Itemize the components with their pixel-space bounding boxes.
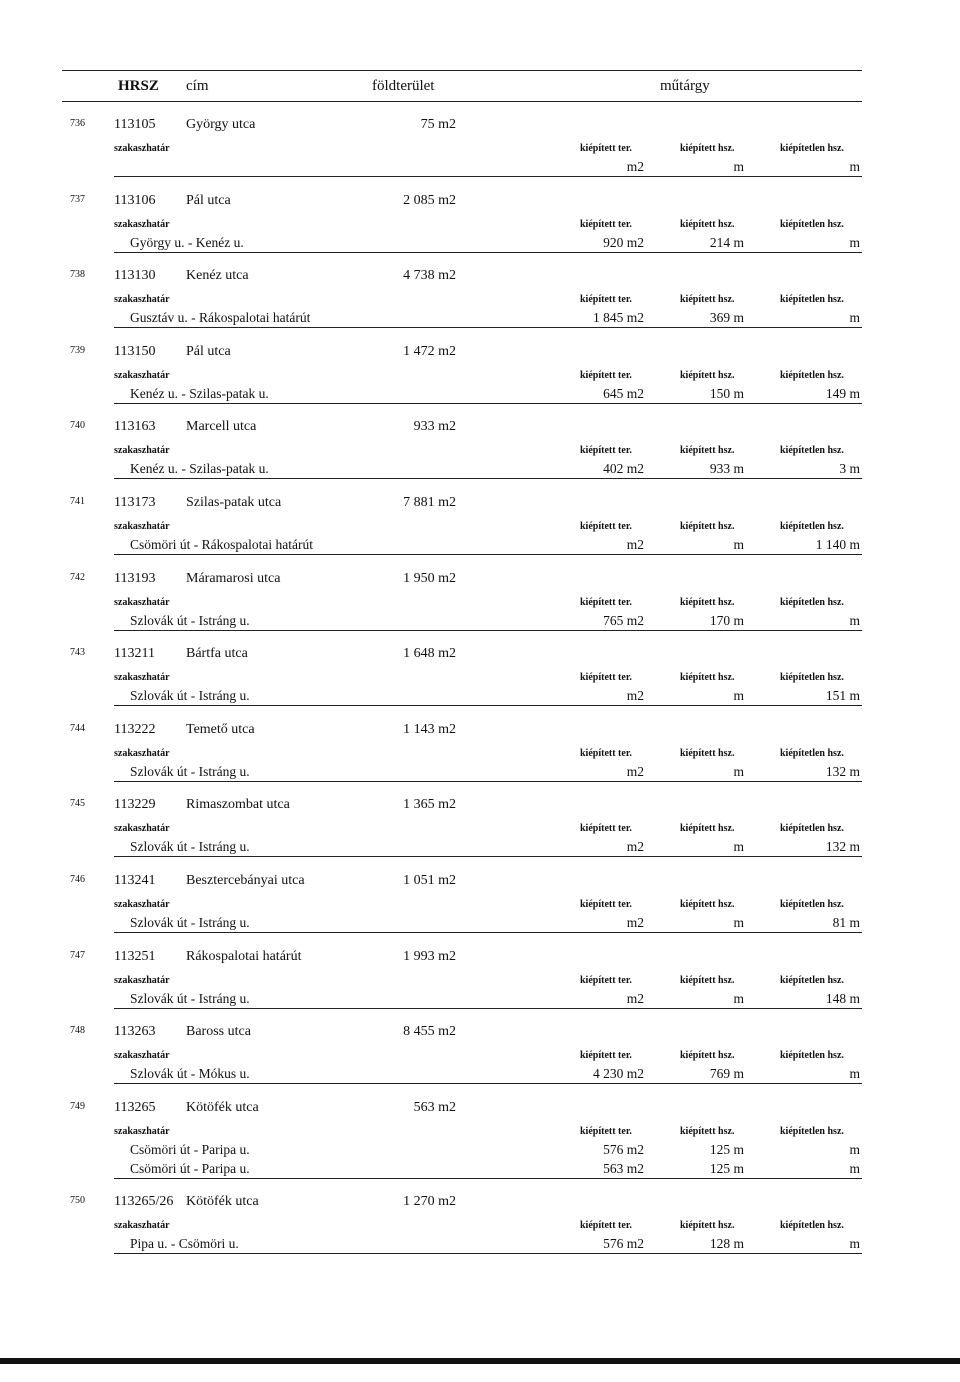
record-area: 2 085 m2 [403, 192, 456, 208]
value-kiepitett-hsz: 214 m [709, 234, 744, 250]
record-street: Pál utca [186, 192, 231, 208]
value-kiepitett-ter: m2 [626, 688, 644, 704]
label-szakaszhatar: szakaszhatár [114, 672, 170, 684]
record-area: 1 270 m2 [403, 1194, 456, 1210]
record-section-range: Szlovák út - Istráng u. [130, 915, 250, 930]
record-number: 747 [70, 949, 85, 961]
record-section-range: Gusztáv u. - Rákospalotai határút [130, 310, 311, 326]
value-kiepitett-hsz: 170 m [709, 612, 744, 628]
record-separator [114, 781, 862, 782]
value-kiepitetlen-hsz: m [849, 1141, 860, 1157]
record-area: 1 648 m2 [403, 646, 456, 662]
record-743 [0, 632, 960, 708]
label-kiepitett-hsz: kiépített hsz. [680, 899, 735, 910]
record-hrsz: 113263 [114, 1024, 156, 1040]
record-748 [0, 1010, 960, 1086]
label-kiepitett-hsz: kiépített hsz. [680, 218, 735, 230]
value-kiepitett-hsz: 125 m [709, 1141, 744, 1157]
header-top-rule [62, 70, 862, 71]
record-street: Máramarosi utca [186, 570, 281, 586]
label-szakaszhatar: szakaszhatár [114, 1220, 170, 1232]
record-area: 4 738 m2 [403, 268, 456, 284]
value-kiepitett-ter: 576 m2 [603, 1141, 644, 1157]
record-hrsz: 113211 [114, 646, 155, 662]
record-section-range: Pipa u. - Csömöri u. [130, 1236, 239, 1252]
value-kiepitett-ter: 402 m2 [603, 461, 644, 477]
label-szakaszhatar: szakaszhatár [114, 143, 170, 154]
label-kiepitett-ter: kiépített ter. [580, 294, 632, 306]
value-kiepitett-hsz: 769 m [709, 1066, 744, 1082]
value-kiepitetlen-hsz: 81 m [832, 915, 860, 930]
value-kiepitetlen-hsz: 148 m [825, 990, 860, 1006]
value-kiepitett-ter: m2 [626, 990, 644, 1006]
record-number: 739 [70, 344, 85, 356]
label-kiepitetlen-hsz: kiépítetlen hsz. [780, 218, 844, 230]
record-street: Baross utca [186, 1024, 251, 1040]
record-hrsz: 113265 [114, 1099, 156, 1115]
record-section-range: Szlovák út - Istráng u. [130, 763, 250, 779]
value-kiepitett-ter: 1 845 m2 [592, 310, 644, 326]
record-street: Kenéz utca [186, 268, 249, 284]
value-kiepitett-hsz: 933 m [709, 461, 744, 477]
record-area: 75 m2 [420, 117, 456, 132]
value-kiepitett-hsz: m [733, 915, 744, 930]
label-kiepitetlen-hsz: kiépítetlen hsz. [780, 747, 844, 759]
header-cim: cím [186, 78, 209, 94]
record-separator [114, 327, 862, 328]
record-section-range: György u. - Kenéz u. [130, 234, 244, 250]
header-foldterulet: földterület [372, 78, 435, 94]
value-kiepitett-ter: 920 m2 [603, 234, 644, 250]
label-kiepitett-hsz: kiépített hsz. [680, 445, 735, 457]
record-747 [0, 935, 960, 1011]
label-kiepitetlen-hsz: kiépítetlen hsz. [780, 1125, 844, 1137]
record-area: 1 143 m2 [403, 721, 456, 737]
record-number: 748 [70, 1025, 85, 1037]
label-kiepitett-hsz: kiépített hsz. [680, 823, 735, 835]
record-number: 746 [70, 874, 85, 885]
label-kiepitett-ter: kiépített ter. [580, 823, 632, 835]
value-kiepitett-ter: 765 m2 [603, 612, 644, 628]
record-area: 1 051 m2 [403, 873, 456, 888]
label-kiepitetlen-hsz: kiépítetlen hsz. [780, 672, 844, 684]
value-kiepitett-hsz: 150 m [709, 385, 744, 401]
value-kiepitetlen-hsz: m [849, 310, 860, 326]
record-hrsz: 113106 [114, 192, 156, 208]
record-section-range: Szlovák út - Istráng u. [130, 990, 250, 1006]
record-separator [114, 630, 862, 631]
record-area: 1 993 m2 [403, 948, 456, 964]
label-kiepitett-ter: kiépített ter. [580, 596, 632, 608]
record-separator [114, 1178, 862, 1179]
record-number: 743 [70, 647, 85, 659]
label-kiepitett-ter: kiépített ter. [580, 974, 632, 986]
record-separator [114, 176, 862, 177]
label-szakaszhatar: szakaszhatár [114, 823, 170, 835]
record-736 [0, 103, 960, 179]
record-section-range: Kenéz u. - Szilas-patak u. [130, 385, 269, 401]
value-kiepitett-hsz: 369 m [709, 310, 744, 326]
label-kiepitetlen-hsz: kiépítetlen hsz. [780, 521, 844, 532]
record-number: 742 [70, 571, 85, 583]
label-kiepitett-ter: kiépített ter. [580, 747, 632, 759]
label-kiepitett-ter: kiépített ter. [580, 521, 632, 532]
record-area: 1 950 m2 [403, 570, 456, 586]
record-number: 749 [70, 1100, 85, 1112]
label-kiepitetlen-hsz: kiépítetlen hsz. [780, 974, 844, 986]
value-kiepitett-ter: m2 [626, 763, 644, 779]
record-street: Pál utca [186, 343, 231, 359]
value-kiepitetlen-hsz: 132 m [825, 839, 860, 855]
label-kiepitett-hsz: kiépített hsz. [680, 974, 735, 986]
record-hrsz: 113251 [114, 948, 156, 964]
label-kiepitetlen-hsz: kiépítetlen hsz. [780, 445, 844, 457]
label-szakaszhatar: szakaszhatár [114, 1125, 170, 1137]
record-741 [0, 481, 960, 557]
record-separator [114, 1083, 862, 1084]
record-street: Rimaszombat utca [186, 797, 290, 813]
label-kiepitetlen-hsz: kiépítetlen hsz. [780, 1220, 844, 1232]
label-kiepitett-hsz: kiépített hsz. [680, 1125, 735, 1137]
record-area: 933 m2 [413, 419, 456, 435]
record-area: 8 455 m2 [403, 1024, 456, 1040]
value-kiepitetlen-hsz: m [849, 159, 860, 174]
record-hrsz: 113173 [114, 495, 156, 510]
label-szakaszhatar: szakaszhatár [114, 899, 170, 910]
record-street: Marcell utca [186, 419, 257, 435]
header-bottom-rule [62, 101, 862, 102]
value-kiepitett-hsz: m [733, 159, 744, 174]
label-kiepitett-ter: kiépített ter. [580, 899, 632, 910]
value-kiepitett-hsz: m [733, 839, 744, 855]
value-kiepitetlen-hsz: 3 m [839, 461, 860, 477]
record-street: Kötöfék utca [186, 1099, 259, 1115]
value-kiepitetlen-hsz: 132 m [825, 763, 860, 779]
record-street: Temető utca [186, 721, 255, 737]
label-kiepitetlen-hsz: kiépítetlen hsz. [780, 294, 844, 306]
record-738 [0, 254, 960, 330]
record-hrsz: 113241 [114, 873, 156, 888]
record-number: 750 [70, 1195, 85, 1207]
label-kiepitett-hsz: kiépített hsz. [680, 294, 735, 306]
record-section-range: Szlovák út - Istráng u. [130, 688, 250, 704]
record-744 [0, 708, 960, 784]
record-street: Rákospalotai határút [186, 948, 302, 964]
record-street: György utca [186, 117, 256, 132]
value-kiepitett-ter: m2 [626, 915, 644, 930]
record-hrsz: 113105 [114, 117, 156, 132]
label-kiepitett-hsz: kiépített hsz. [680, 747, 735, 759]
record-section-range: Szlovák út - Mókus u. [130, 1066, 250, 1082]
header-mutargy: műtárgy [660, 78, 710, 94]
label-kiepitett-ter: kiépített ter. [580, 445, 632, 457]
record-section-range: Szlovák út - Istráng u. [130, 839, 250, 855]
value-kiepitett-hsz: 128 m [709, 1236, 744, 1252]
record-hrsz: 113193 [114, 570, 156, 586]
label-szakaszhatar: szakaszhatár [114, 294, 170, 306]
record-hrsz: 113150 [114, 343, 156, 359]
record-749 [0, 1086, 960, 1181]
record-number: 737 [70, 193, 85, 205]
record-separator [114, 1008, 862, 1009]
record-hrsz: 113130 [114, 268, 156, 284]
value-kiepitett-ter: m2 [626, 159, 644, 174]
record-745 [0, 783, 960, 859]
value-kiepitetlen-hsz: 1 140 m [815, 537, 860, 552]
value-kiepitetlen-hsz: m [849, 1066, 860, 1082]
record-hrsz: 113163 [114, 419, 156, 435]
value-kiepitett-hsz: m [733, 990, 744, 1006]
label-kiepitetlen-hsz: kiépítetlen hsz. [780, 823, 844, 835]
label-kiepitett-ter: kiépített ter. [580, 143, 632, 154]
record-number: 744 [70, 722, 85, 734]
label-szakaszhatar: szakaszhatár [114, 974, 170, 986]
label-kiepitett-ter: kiépített ter. [580, 1050, 632, 1062]
record-separator [114, 554, 862, 555]
label-szakaszhatar: szakaszhatár [114, 369, 170, 381]
label-kiepitett-hsz: kiépített hsz. [680, 672, 735, 684]
record-separator [114, 403, 862, 404]
label-kiepitett-hsz: kiépített hsz. [680, 596, 735, 608]
label-kiepitett-ter: kiépített ter. [580, 218, 632, 230]
record-street: Bártfa utca [186, 646, 248, 662]
value-kiepitett-hsz: m [733, 763, 744, 779]
record-section-range: Kenéz u. - Szilas-patak u. [130, 461, 269, 477]
record-area: 1 472 m2 [403, 343, 456, 359]
value-kiepitetlen-hsz: m [849, 1160, 860, 1176]
label-kiepitett-ter: kiépített ter. [580, 369, 632, 381]
record-737 [0, 179, 960, 255]
record-separator [114, 252, 862, 253]
record-area: 1 365 m2 [403, 797, 456, 813]
value-kiepitetlen-hsz: 149 m [825, 385, 860, 401]
label-szakaszhatar: szakaszhatár [114, 747, 170, 759]
label-kiepitett-ter: kiépített ter. [580, 1220, 632, 1232]
label-kiepitetlen-hsz: kiépítetlen hsz. [780, 1050, 844, 1062]
label-kiepitetlen-hsz: kiépítetlen hsz. [780, 899, 844, 910]
record-742 [0, 557, 960, 633]
record-section-range: Csömöri út - Paripa u. [130, 1160, 250, 1176]
label-szakaszhatar: szakaszhatár [114, 445, 170, 457]
record-area: 563 m2 [413, 1099, 456, 1115]
label-kiepitett-hsz: kiépített hsz. [680, 143, 735, 154]
value-kiepitett-hsz: 125 m [709, 1160, 744, 1176]
value-kiepitett-ter: m2 [626, 537, 644, 552]
record-separator [114, 478, 862, 479]
record-746 [0, 859, 960, 935]
value-kiepitett-ter: 563 m2 [603, 1160, 644, 1176]
label-kiepitett-hsz: kiépített hsz. [680, 369, 735, 381]
record-street: Kötöfék utca [186, 1194, 259, 1210]
record-separator [114, 856, 862, 857]
record-separator [114, 932, 862, 933]
record-number: 738 [70, 269, 85, 281]
record-number: 740 [70, 420, 85, 432]
record-number: 736 [70, 118, 85, 129]
record-hrsz: 113265/26 [114, 1194, 174, 1210]
value-kiepitetlen-hsz: m [849, 612, 860, 628]
record-street: Besztercebányai utca [186, 873, 305, 888]
record-area: 7 881 m2 [403, 495, 456, 510]
value-kiepitett-ter: 576 m2 [603, 1236, 644, 1252]
label-kiepitett-ter: kiépített ter. [580, 672, 632, 684]
value-kiepitetlen-hsz: 151 m [825, 688, 860, 704]
label-szakaszhatar: szakaszhatár [114, 521, 170, 532]
record-hrsz: 113222 [114, 721, 156, 737]
label-kiepitetlen-hsz: kiépítetlen hsz. [780, 143, 844, 154]
record-section-range: Szlovák út - Istráng u. [130, 612, 250, 628]
value-kiepitetlen-hsz: m [849, 234, 860, 250]
label-szakaszhatar: szakaszhatár [114, 596, 170, 608]
label-kiepitett-hsz: kiépített hsz. [680, 1220, 735, 1232]
label-szakaszhatar: szakaszhatár [114, 218, 170, 230]
header-hrsz: HRSZ [118, 78, 159, 94]
label-kiepitett-hsz: kiépített hsz. [680, 1050, 735, 1062]
record-separator [114, 1253, 862, 1254]
record-number: 745 [70, 798, 85, 810]
record-740 [0, 405, 960, 481]
record-section-range: Csömöri út - Rákospalotai határút [130, 537, 313, 552]
value-kiepitett-hsz: m [733, 537, 744, 552]
value-kiepitett-hsz: m [733, 688, 744, 704]
value-kiepitetlen-hsz: m [849, 1236, 860, 1252]
record-separator [114, 705, 862, 706]
record-number: 741 [70, 496, 85, 507]
label-kiepitetlen-hsz: kiépítetlen hsz. [780, 596, 844, 608]
label-szakaszhatar: szakaszhatár [114, 1050, 170, 1062]
label-kiepitett-hsz: kiépített hsz. [680, 521, 735, 532]
label-kiepitetlen-hsz: kiépítetlen hsz. [780, 369, 844, 381]
record-street: Szilas-patak utca [186, 495, 282, 510]
record-739 [0, 330, 960, 406]
label-kiepitett-ter: kiépített ter. [580, 1125, 632, 1137]
record-750 [0, 1180, 960, 1256]
record-hrsz: 113229 [114, 797, 156, 813]
value-kiepitett-ter: 4 230 m2 [592, 1066, 644, 1082]
value-kiepitett-ter: 645 m2 [603, 385, 644, 401]
value-kiepitett-ter: m2 [626, 839, 644, 855]
record-section-range: Csömöri út - Paripa u. [130, 1141, 250, 1157]
page-bottom-border [0, 1358, 960, 1364]
